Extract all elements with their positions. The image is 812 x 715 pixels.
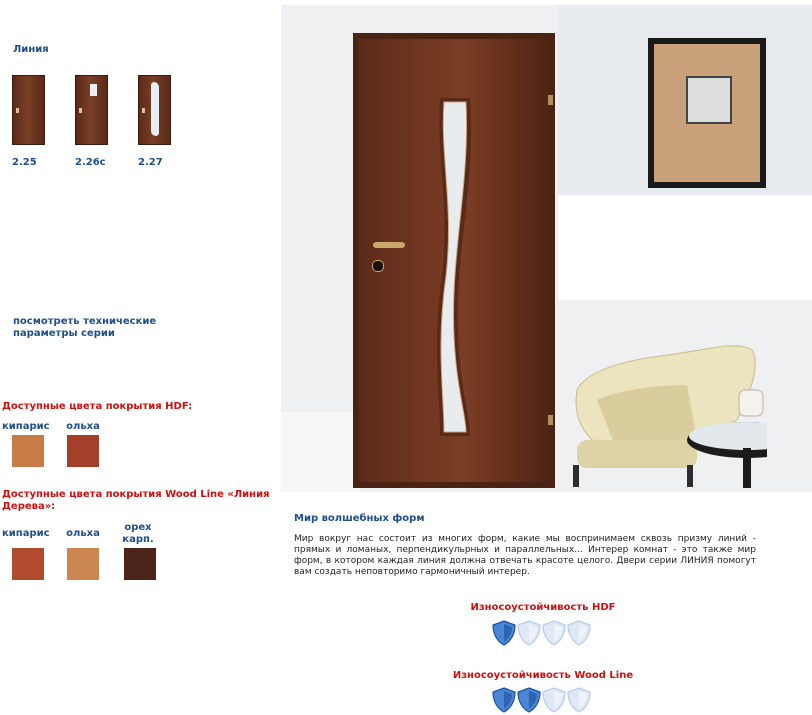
model-label-2-27[interactable]: 2.27 [138,157,163,168]
model-label-2-25[interactable]: 2.25 [12,157,37,168]
woodline-color-label-cypress: кипарис [2,528,50,539]
shield-empty-icon [542,620,566,646]
shield-empty-icon [567,620,591,646]
rating-hdf-shields [492,620,591,646]
door-hinge-top [548,95,553,105]
shield-empty-icon [517,620,541,646]
description-text: Мир вокруг нас состоит из многих форм, какие мы воспринимаем сквозь призму линий - прямых и ломаных, перпендикульрных и параллельных... Интерер комнат - это также мир форм, в котором каждая линия должна отвечать красоте целого. Двери серии ЛИНИЯ помогут вам создать неповторимо гармоничный интерер. [294,534,756,577]
door-thumbnail-2-27[interactable] [138,75,171,145]
door-hinge-bottom [548,415,553,425]
tech-params-link[interactable]: посмотреть технические параметры серии [13,316,157,339]
armchair-and-table [567,330,767,490]
hdf-swatch-alder[interactable] [67,435,99,467]
shield-filled-icon [492,687,516,713]
model-label-2-26c[interactable]: 2.26с [75,157,106,168]
door-handle [373,242,405,248]
shield-filled-icon [517,687,541,713]
description-title: Мир волшебных форм [294,513,425,524]
woodline-swatch-cypress[interactable] [12,548,44,580]
door-thumbnail-2-25[interactable] [12,75,45,145]
woodline-swatch-walnut[interactable] [124,548,156,580]
hdf-colors-heading: Доступные цвета покрытия HDF: [2,401,193,412]
woodline-swatch-alder[interactable] [67,548,99,580]
door-thumbnail-2-26c[interactable] [75,75,108,145]
door-keyhole [372,260,384,272]
door-glass-insert [436,96,474,438]
series-title: Линия [13,44,49,55]
woodline-color-label-alder: ольха [66,528,100,539]
hdf-color-label-cypress: кипарис [2,421,50,432]
hdf-swatch-cypress[interactable] [12,435,44,467]
shield-empty-icon [542,687,566,713]
shield-filled-icon [492,620,516,646]
shield-empty-icon [567,687,591,713]
rating-woodline-shields [492,687,591,713]
rating-woodline-title: Износоустойчивость Wood Line [452,670,634,681]
woodline-color-label-walnut: орех карп. [122,522,154,545]
wall-light-area [558,195,812,300]
woodline-colors-heading: Доступные цвета покрытия Wood Line «Линия Дерева»: [2,489,270,512]
hdf-color-label-alder: ольха [66,421,100,432]
floor-area [281,412,361,492]
wall-picture-photo [686,76,732,124]
rating-hdf-title: Износоустойчивость HDF [470,602,616,613]
